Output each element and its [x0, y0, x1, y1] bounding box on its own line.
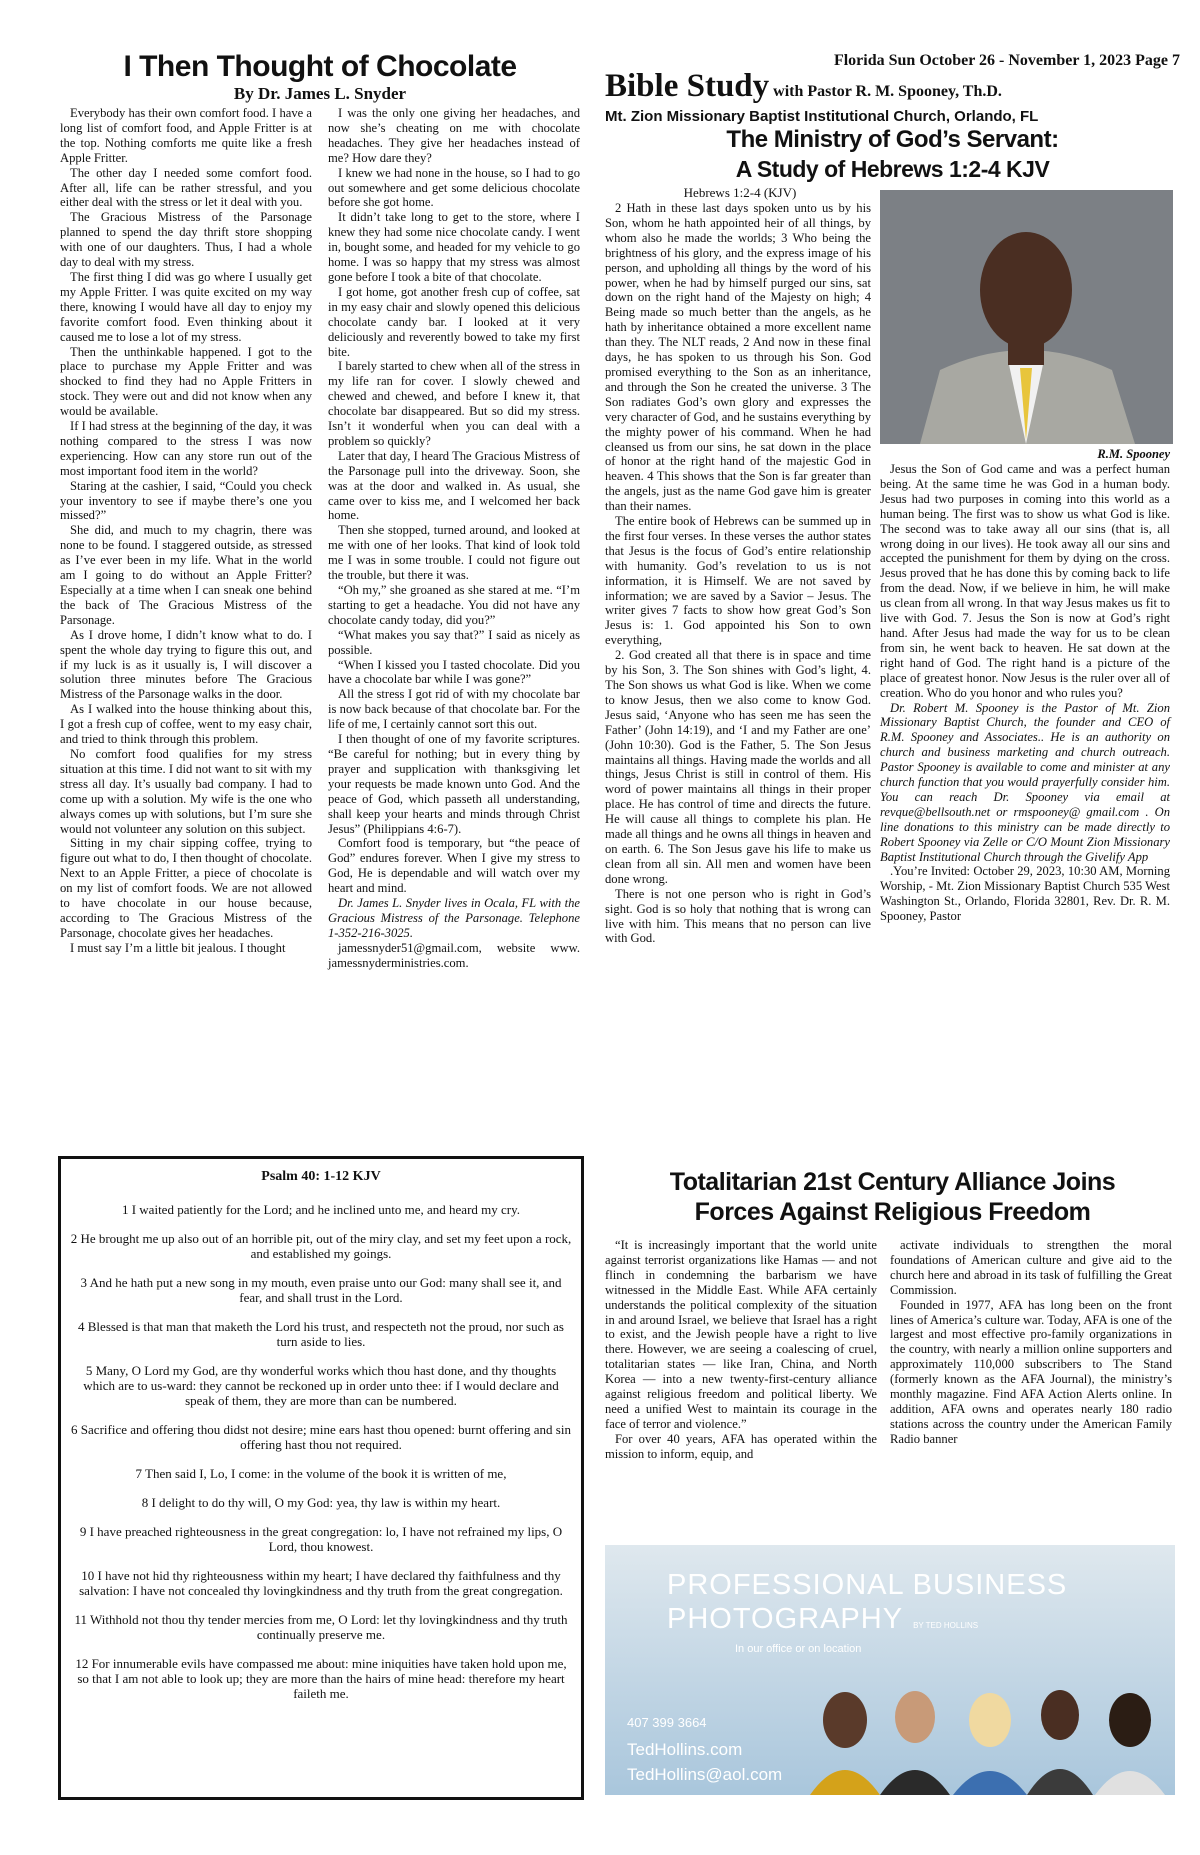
bible-study-pastor: with Pastor R. M. Spooney, Th.D.	[773, 83, 1002, 100]
psalm-verse: 5 Many, O Lord my God, are thy wonderful works which thou hast done, and thy thoughts which are to us-ward: they cannot be reckoned up in order unto thee: if I would declare and speak of them, they are more than can be numbered.	[83, 1363, 559, 1408]
masthead: Florida Sun October 26 - November 1, 2023 Page 7	[833, 52, 1180, 69]
paragraph: I got home, got another fresh cup of coffee, sat in my easy chair and slowly opened this delicious chocolate candy bar. I looked at it very deliciously and reverently bowed to take my first bite.	[328, 284, 580, 359]
psalm-box	[58, 1156, 584, 1800]
paragraph: As I drove home, I didn’t know what to do. I spent the whole day trying to figure this out, and if my luck is as it usually is, I will discover a solution three minutes before The Gracious Mistress of the Parsonage walks in the door.	[60, 627, 312, 702]
paragraph: She did, and much to my chagrin, there was none to be found. I staggered outside, as stressed as I’ve ever been in my life. What in the world am I going to do without an Apple Fritter? Especially at a time when I can sneak one behind the back of The Gracious Mistress of the Parsonage.	[60, 523, 312, 627]
photo-caption: R.M. Spooney	[1097, 447, 1170, 461]
paragraph: Founded in 1977, AFA has long been on the front lines of America’s culture war. Today, AFA is one of the largest and most effective pro-family organizations in the country, with nearly a million online supporters and approximately 110,000 subscribers to The Stand (formerly known as the AFA Journal), the ministry’s monthly magazine. Find AFA Action Alerts online. In addition, AFA owns and operates nearly 180 radio stations across the country under the American Family Radio banner	[890, 1297, 1172, 1446]
psalm-title: Psalm 40: 1-12 KJV	[261, 1169, 381, 1184]
portrait-1	[810, 1692, 880, 1795]
psalm-verse: 3 And he hath put a new song in my mouth, even praise unto our God: many shall see it, and fear, and shall trust in the Lord.	[80, 1275, 562, 1305]
paragraph: “Oh my,” she groaned as she stared at me. “I’m starting to get a headache. You did not have any chocolate candy today, did you?”	[328, 583, 580, 627]
paragraph: The Gracious Mistress of the Parsonage planned to spend the day thrift store shopping with one of our daughters. Thus, I had a whole day to deal with my stress.	[60, 210, 312, 270]
bible-column-2	[880, 462, 1170, 924]
author-contact: jamessnyder51@gmail.com, website www. jamessnyderministries.com.	[328, 940, 580, 970]
afa-column-1	[605, 1238, 877, 1462]
psalm-verse: 4 Blessed is that man that maketh the Lord his trust, and respecteth not the proud, nor such as turn aside to lies.	[78, 1319, 564, 1349]
paragraph: Everybody has their own comfort food. I have a long list of comfort food, and Apple Fritter is at the top. Nothing comforts me quite like a fresh Apple Fritter.	[60, 106, 312, 165]
bible-study-title: Bible Study	[605, 68, 770, 104]
paragraph: Jesus the Son of God came and was a perfect human being. At the same time he was God in a human body. Jesus had two purposes in coming into this world as a human being. The first was to show us what God is like. The second was to take away all our sins (that is, all wrong doing in our lives). He took away all our sins and accepted the punishment for them by dying on the cross. Jesus proved that he has done this by coming back to life from the dead. Now, if we believe in him, he will make us clean from all wrong. In that way Jesus makes us fit to live with God. 7. Jesus the Son is now at God’s right hand. After Jesus had made the way for us to be clean from sin, he went back to heaven. He sat down at the right hand of God. The right hand is a picture of the place of greatest honor. Now Jesus is the ruler over all of creation. Who do you honor and who rules you?	[880, 462, 1170, 700]
paragraph: Comfort food is temporary, but “the peace of God” endures forever. When I give my stress to God, He is dependable and will watch over my heart and mind.	[328, 836, 580, 896]
paragraph: 2 Hath in these last days spoken unto us by his Son, whom he hath appointed heir of all things, by whom also he made the worlds; 3 Who being the brightness of his glory, and the express image of his person, and upholding all things by the word of his power, when he had by himself purged our sins, sat down on the right hand of the Majesty on high; 4 Being made so much better than the angels, as he hath by inheritance obtained a more excellent name than they. The NLT reads, 2 And now in these final days, he has spoken to us through his Son. God promised everything to the Son as an inheritance, and through the Son he created the universe. 3 The Son radiates God’s own glory and expresses the very character of God, and he sustains everything by the mighty power of his command. When he had cleansed us from our sins, he sat down in the place of honor at the right hand of the majestic God in heaven. 4 This shows that the Son is far greater than the angels, just as the name God gave him is greater than their names.	[605, 201, 871, 514]
paragraph: activate individuals to strengthen the moral foundations of American culture and give aid to the church here and abroad in its task of fulfilling the Great Commission.	[890, 1238, 1172, 1297]
bible-headline-2: A Study of Hebrews 1:2-4 KJV	[735, 156, 1050, 182]
paragraph: 2. God created all that there is in space and time by his Son, 3. The Son shines with God’s light, 4. The Son shows us what God is like. When we come to know Jesus, then we also come to know God. Jesus said, ‘Anyone who has seen me has seen the Father’ (John 14:19), and ‘I and my Father are one’ (John 10:30). God is the Father, 5. The Son Jesus maintains all things. Having made the worlds and all things, Jesus Christ is still in control of them. His word of power maintains all things in their proper place. He has control of time and directs the future. He will cause all things to complete his plan. He made all things and he owns all things in heaven and on earth. 6. The Son Jesus gave his life to make us clean from all sin. All men and women have been done wrong.	[605, 648, 871, 886]
ad-title-line-2	[667, 1603, 978, 1636]
bible-study-heading	[605, 68, 1185, 105]
chocolate-column-2	[328, 106, 580, 971]
paragraph: As I walked into the house thinking about this, I got a fresh cup of coffee, went to my easy chair, and tried to think through this problem.	[60, 702, 312, 747]
photography-ad[interactable]	[605, 1545, 1175, 1795]
psalm-verse: 2 He brought me up also out of an horrible pit, out of the miry clay, and set my feet upon a rock, and established my goings.	[70, 1231, 572, 1261]
ad-tagline: In our office or on location	[735, 1643, 862, 1655]
ad-byline: BY TED HOLLINS	[913, 1621, 979, 1630]
paragraph: It didn’t take long to get to the store, where I knew they had some nice chocolate candy. I went in, bought some, and headed for my vehicle to go home. I was so happy that my stress was almost gone before I took a bite of that chocolate.	[328, 210, 580, 284]
psalm-verse: 9 I have preached righteousness in the great congregation: lo, I have not refrained my lips, O Lord, thou knowest.	[79, 1524, 563, 1554]
afa-headline-1: Totalitarian 21st Century Alliance Joins	[669, 1168, 1116, 1196]
bible-headline-1: The Ministry of God’s Servant:	[726, 126, 1059, 153]
chocolate-byline: By Dr. James L. Snyder	[233, 84, 407, 103]
psalm-verse: 7 Then said I, Lo, I come: in the volume of the book it is written of me,	[135, 1466, 507, 1481]
portrait-2	[880, 1691, 950, 1795]
chocolate-title: I Then Thought of Chocolate	[123, 50, 517, 83]
psalm-verse: 12 For innumerable evils have compassed me about: mine iniquities have taken hold upon me, so that I am not able to look up; they are more than the hairs of mine head: therefore my heart faileth me.	[75, 1656, 567, 1701]
paragraph: Staring at the cashier, I said, “Could you check your inventory to see if maybe there’s one you missed?”	[60, 478, 312, 523]
ad-portraits	[805, 1675, 1175, 1795]
author-bio: Dr. James L. Snyder lives in Ocala, FL with the Gracious Mistress of the Parsonage. Telephone 1-352-216-3025.	[328, 896, 580, 940]
pastor-photo	[880, 190, 1173, 444]
paragraph: “What makes you say that?” I said as nicely as possible.	[328, 627, 580, 657]
paragraph: I then thought of one of my favorite scriptures. “Be careful for nothing; but in every thing by prayer and supplication with thanksgiving let your requests be made known unto God. And the peace of God, which passeth all understanding, shall keep your hearts and minds through Christ Jesus” (Philippians 4:6-7).	[328, 732, 580, 836]
paragraph: I knew we had none in the house, so I had to go out somewhere and get some delicious chocolate before she got home.	[328, 165, 580, 210]
church-name: Mt. Zion Missionary Baptist Institutional Church, Orlando, FL	[605, 108, 1039, 125]
portrait-3	[953, 1693, 1027, 1795]
pastor-bio: Dr. Robert M. Spooney is the Pastor of Mt. Zion Missionary Baptist Church, the founder and CEO of R.M. Spooney and Associates.. He is an authority on church and business marketing and church outreach. Pastor Spooney is available to come and minister at any church function that you would prayerfully consider him. You can reach Dr. Spooney via email at revque@bellsouth.net or rmspooney@ gmail.com . On line donations to this ministry can be made directly to Robert Spooney via Zelle or C/O Mount Zion Missionary Baptist Institutional Church through the Givelify App	[880, 700, 1170, 864]
ad-photography: PHOTOGRAPHY	[667, 1603, 904, 1635]
paragraph: Later that day, I heard The Gracious Mistress of the Parsonage pull into the driveway. Soon, she was at the door and walked in. As usual, she came over to kiss me, and I welcomed her back home.	[328, 448, 580, 523]
portrait-illustration	[880, 190, 1173, 444]
ad-website[interactable]: TedHollins.com	[627, 1740, 743, 1759]
chocolate-column-1	[60, 106, 312, 956]
paragraph: If I had stress at the beginning of the day, it was nothing compared to the stress I was now experiencing. How can any store run out of the most important food item in the world?	[60, 419, 312, 478]
paragraph: I barely started to chew when all of the stress in my life ran for cover. I slowly chewed and chewed and chewed, and before I knew it, that chocolate bar disappeared. But so did my stress. Isn’t it wonderful when you can deal with a problem so quickly?	[328, 359, 580, 448]
paragraph: For over 40 years, AFA has operated within the mission to inform, equip, and	[605, 1431, 877, 1461]
paragraph: “It is increasingly important that the world unite against terrorist organizations like Hamas — and not flinch in condemning the barbarism we have witnessed in the Middle East. While AFA certainly understands the political complexity of the situation in and around Israel, we believe that Israel has a right to exist, and the Jewish people have a right to live there. However, we are seeing a coalescing of cruel, totalitarian states — like Iran, China, and North Korea — into a new twenty-first-century alliance against religious freedom and political liberty. We need a unified West to maintain its courage in the face of terror and violence.”	[605, 1238, 877, 1431]
paragraph: The entire book of Hebrews can be summed up in the first four verses. In these verses the author states that Jesus is the focus of God’s entire relationship with humanity. God’s revelation to us is not information, it is Himself. We are not saved by information; we are saved by a Savior – Jesus. The writer gives 7 facts to show how great God’s Son Jesus is: 1. God appointed his Son to own everything,	[605, 514, 871, 648]
psalm-verse: 6 Sacrifice and offering thou didst not desire; mine ears hast thou opened: burnt offering and sin offering hast thou not required.	[71, 1422, 571, 1452]
psalm-verse: 1 I waited patiently for the Lord; and he inclined unto me, and heard my cry.	[121, 1202, 521, 1217]
ad-email[interactable]: TedHollins@aol.com	[627, 1765, 783, 1784]
psalm-verse: 11 Withhold not thou thy tender mercies from me, O Lord: let thy lovingkindness and thy truth continually preserve me.	[74, 1612, 568, 1642]
paragraph: The other day I needed some comfort food. After all, life can be rather stressful, and you either deal with the stress or let it deal with you.	[60, 165, 312, 210]
portrait-4	[1027, 1690, 1093, 1795]
scripture-reference: Hebrews 1:2-4 (KJV)	[683, 185, 797, 200]
paragraph: The first thing I did was go where I usually get my Apple Fritter. I was quite excited on my way there, knowing I would have all day to enjoy my favorite comfort food. Even thinking about it caused me to lose a lot of my stress.	[60, 269, 312, 344]
paragraph: Then she stopped, turned around, and looked at me with one of her looks. That kind of look told me I was in some trouble. I could not figure out the trouble, but there it was.	[328, 523, 580, 583]
psalm-verse: 8 I delight to do thy will, O my God: yea, thy law is within my heart.	[141, 1495, 501, 1510]
paragraph: Sitting in my chair sipping coffee, trying to figure out what to do, I then thought of chocolate. Next to an Apple Fritter, a piece of chocolate is on my list of comfort foods. We are not allowed to have chocolate in our house because, according to The Gracious Mistress of the Parsonage, chocolate gives her headaches.	[60, 836, 312, 940]
ad-phone: 407 399 3664	[627, 1715, 707, 1730]
bible-column-1	[605, 201, 871, 946]
paragraph: Then the unthinkable happened. I got to the place to purchase my Apple Fritter and was shocked to find they had no Apple Fritters in stock. They were out and did not know when any would be available.	[60, 344, 312, 419]
invitation: .You’re Invited: October 29, 2023, 10:30 AM, Morning Worship, - Mt. Zion Missionary Baptist Church 535 West Washington St., Orlando, Florida 32801, Rev. Dr. R. M. Spooney, Pastor	[880, 864, 1170, 924]
afa-headline-2: Forces Against Religious Freedom	[694, 1198, 1091, 1226]
paragraph: There is not one person who is right in God’s sight. God is so holy that nothing that is wrong can live with him. This means that no person can live with God.	[605, 886, 871, 946]
paragraph: I must say I’m a little bit jealous. I thought	[70, 940, 286, 955]
ad-title-line-1: PROFESSIONAL BUSINESS	[667, 1569, 1068, 1601]
paragraph: I was the only one giving her headaches, and now she’s cheating on me with chocolate headaches. They give her headaches instead of me? How dare they?	[328, 106, 580, 165]
paragraph: No comfort food qualifies for my stress situation at this time. I did not want to sit with my stress all day. It’s usually bad company. I had to come up with a solution. My wife is the one who always comes up with solutions, but I’m sure she would not volunteer any solution on this subject.	[60, 746, 312, 836]
paragraph: “When I kissed you I tasted chocolate. Did you have a chocolate bar while I was gone?”	[328, 657, 580, 687]
afa-column-2	[890, 1238, 1172, 1447]
portrait-5	[1095, 1693, 1165, 1795]
paragraph: All the stress I got rid of with my chocolate bar is now back because of that chocolate bar. For the life of me, I certainly cannot sort this out.	[328, 687, 580, 732]
psalm-verse: 10 I have not hid thy righteousness within my heart; I have declared thy faithfulness and thy salvation: I have not concealed thy lovingkindness and thy truth from the great congregation.	[79, 1568, 563, 1598]
